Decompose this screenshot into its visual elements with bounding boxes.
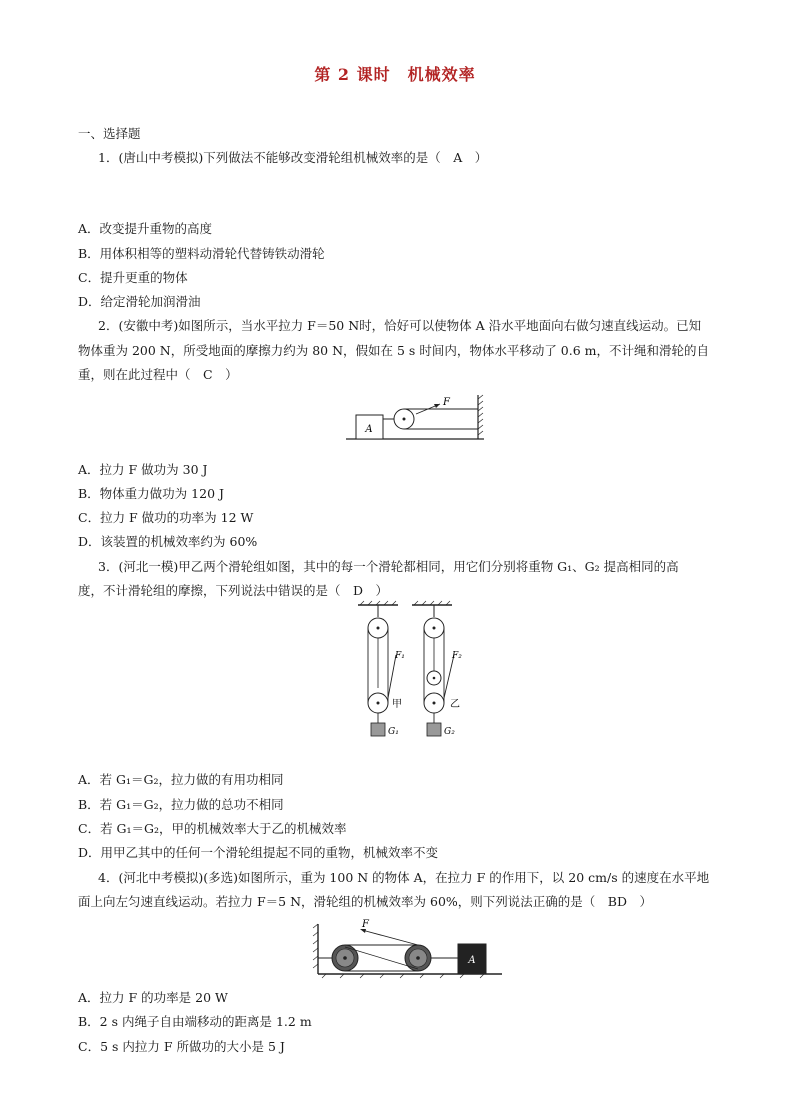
section-heading: 一、选择题 (78, 126, 141, 141)
q3-stem-line1: 3．(河北一模)甲乙两个滑轮组如图，其中的每一个滑轮都相同，用它们分别将重物 G₁、G₂ 提高相同的高 (98, 559, 679, 574)
q2-stem-line2: 物体重为 200 N，所受地面的摩擦力约为 80 N，假如在 5 s 时间内，物体水平移动了 0.6 m，不计绳和滑轮的自 (78, 343, 710, 358)
q3-option-c: C．若 G₁＝G₂，甲的机械效率大于乙的机械效率 (78, 821, 347, 836)
lesson-title: 第 2 课时 机械效率 (314, 65, 476, 84)
q3-g2-label: G₂ (444, 727, 455, 737)
q3-f2-label: F₂ (452, 651, 462, 661)
q4-pulley-figure (310, 914, 510, 979)
q3-yi-label: 乙 (450, 699, 460, 710)
q2-option-d: D．该装置的机械效率约为 60% (78, 534, 258, 549)
q3-f1-label: F₁ (395, 651, 405, 661)
q1-option-d: D．给定滑轮加润滑油 (78, 294, 201, 309)
q2-stem-line1: 2．(安徽中考)如图所示，当水平拉力 F＝50 N时，恰好可以使物体 A 沿水平地面向右做匀速直线运动。已知 (98, 318, 702, 333)
q1-stem: 1．(唐山中考模拟)下列做法不能够改变滑轮组机械效率的是（ A ） (98, 150, 488, 165)
q2-option-a: A．拉力 F 做功为 30 J (78, 462, 208, 477)
q3-option-d: D．用甲乙其中的任何一个滑轮组提起不同的重物，机械效率不变 (78, 845, 439, 860)
q1-option-b: B．用体积相等的塑料动滑轮代替铸铁动滑轮 (78, 246, 325, 261)
q1-option-c: C．提升更重的物体 (78, 270, 188, 285)
q2-stem-line3: 重，则在此过程中（ C ） (78, 367, 238, 382)
q3-option-a: A．若 G₁＝G₂，拉力做的有用功相同 (78, 772, 284, 787)
q3-g1-label: G₁ (388, 727, 399, 737)
q2-force-label: F (443, 397, 450, 408)
q4-block-label: A (468, 955, 476, 966)
q1-option-a: A．改变提升重物的高度 (78, 221, 213, 236)
q3-pulley-system-figure (350, 603, 480, 743)
q4-option-c: C．5 s 内拉力 F 所做功的大小是 5 J (78, 1039, 285, 1054)
q2-option-c: C．拉力 F 做功的功率为 12 W (78, 510, 254, 525)
q2-option-b: B．物体重力做功为 120 J (78, 486, 225, 501)
q2-block-label: A (365, 424, 373, 435)
q3-stem-line2: 度，不计滑轮组的摩擦，下列说法中错误的是（ D ） (78, 583, 389, 598)
q2-pulley-figure (340, 393, 490, 448)
q4-stem-line1: 4．(河北中考模拟)(多选)如图所示，重为 100 N 的物体 A，在拉力 F 的作用下，以 20 cm/s 的速度在水平地 (98, 870, 710, 885)
q4-option-a: A．拉力 F 的功率是 20 W (78, 990, 228, 1005)
q3-jia-label: 甲 (392, 699, 402, 710)
q4-option-b: B．2 s 内绳子自由端移动的距离是 1.2 m (78, 1014, 312, 1029)
q4-stem-line2: 面上向左匀速直线运动。若拉力 F＝5 N，滑轮组的机械效率为 60%，则下列说法正确的是（ BD ） (78, 894, 652, 909)
q4-force-label: F (362, 919, 369, 930)
q3-option-b: B．若 G₁＝G₂，拉力做的总功不相同 (78, 797, 284, 812)
